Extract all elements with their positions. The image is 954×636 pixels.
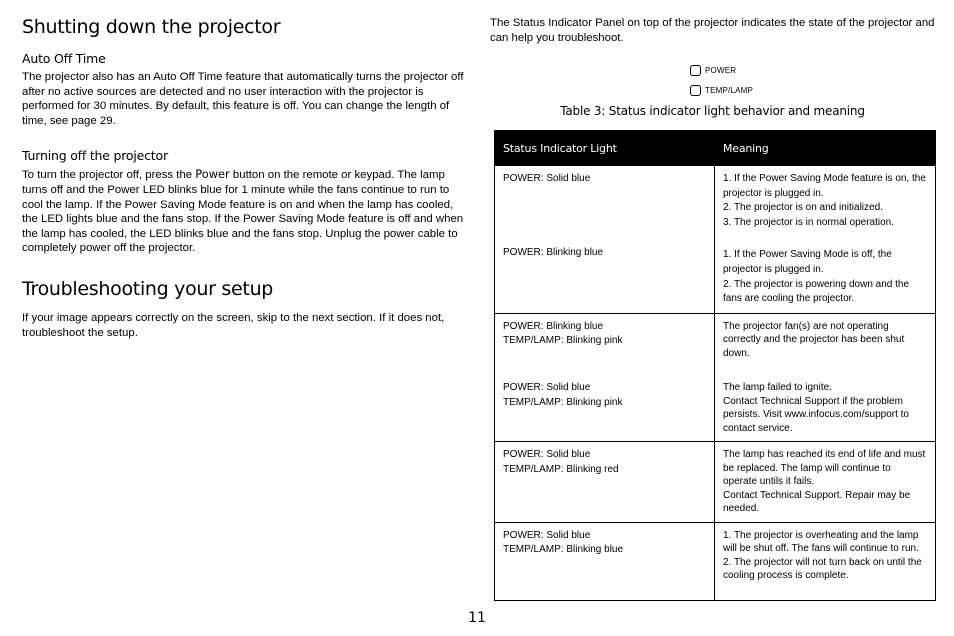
table-row — [495, 166, 936, 314]
temp-lamp-indicator-light-icon — [690, 85, 701, 96]
meaning-text: The lamp has reached its end of life and must be replaced. The lamp will continue to operate untils it fails. Contact Technical Support. Repair may be needed. — [723, 449, 926, 515]
meaning-text: The projector fan(s) are not operating correctly and the projector has been shut down. — [723, 320, 905, 359]
table-header-meaning: Meaning — [715, 131, 936, 166]
meaning-text: 1. If the Power Saving Mode feature is on, the projector is plugged in. 2. The projector is on and initialized. 3. The projector is in normal operation. — [723, 173, 926, 228]
power-button-term: Power — [195, 167, 230, 182]
table-row — [495, 442, 936, 523]
table-cell-light — [495, 166, 715, 314]
page-number: 11 — [468, 610, 486, 626]
turning-off-text-pre: To turn the projector off, press the — [22, 169, 196, 182]
paragraph-troubleshooting: If your image appears correctly on the screen, skip to the next section. If it does not, troubleshoot the setup. — [22, 311, 445, 339]
paragraph-auto-off: The projector also has an Auto Off Time feature that automatically turns the projector off after no active sources are detected and no user interaction with the projector is performed for 30 minutes. By default, this feature is off. You can change the length of time, see page 29. — [22, 71, 464, 127]
table-header-row — [495, 131, 936, 166]
subheading-auto-off: Auto Off Time — [22, 51, 106, 66]
indicator-label-power: POWER — [705, 65, 737, 75]
status-indicator-panel — [690, 60, 935, 100]
light-state: POWER: Solid blue TEMP/LAMP: Blinking red — [503, 449, 619, 475]
table-cell-meaning — [715, 522, 936, 600]
table-row — [495, 313, 936, 442]
light-state: POWER: Solid blue TEMP/LAMP: Blinking blue — [503, 529, 624, 556]
indicator-temp-lamp — [690, 80, 935, 100]
left-column — [22, 14, 464, 340]
indicator-label-temp-lamp: TEMP/LAMP — [705, 85, 754, 95]
table-cell-meaning — [715, 442, 936, 523]
table-cell-light — [495, 313, 715, 442]
light-state: POWER: Solid blue — [503, 173, 591, 184]
table-cell-meaning — [715, 313, 936, 442]
paragraph-turning-off — [22, 167, 464, 256]
paragraph-status-intro: The Status Indicator Panel on top of the projector indicates the state of the projector and can help you troubleshoot. — [490, 17, 935, 44]
meaning-text: 1. If the Power Saving Mode is off, the projector is plugged in. 2. The projector is powering down and the fans are cooling the projector. — [723, 249, 910, 305]
table-cell-meaning — [715, 166, 936, 314]
table-row — [495, 522, 936, 600]
right-column — [490, 16, 935, 582]
table-header-light: Status Indicator Light — [495, 131, 715, 166]
section-title-troubleshooting: Troubleshooting your setup — [22, 277, 274, 300]
light-state: POWER: Blinking blue TEMP/LAMP: Blinking pink — [503, 320, 623, 347]
table-cell-light — [495, 442, 715, 523]
table-caption: Table 3: Status indicator light behavior and meaning — [560, 104, 865, 118]
indicator-power — [690, 60, 935, 80]
meaning-text: The lamp failed to ignite. Contact Technical Support if the problem persists. Visit www.infocus.com/support to contact service. — [723, 382, 909, 434]
light-state: POWER: Solid blue TEMP/LAMP: Blinking pink — [503, 381, 623, 408]
subheading-turning-off: Turning off the projector — [22, 148, 168, 164]
turning-off-text-post: button on the remote or keypad. The lamp turns off and the Power LED blinks blue for 1 minute while the fans continue to run to cool the lamp. If the Power Saving Mode feature is on and when the lamp has cooled, the LED lights blue and the fans stop. If the Power Saving Mode feature is off and when the lamp has cooled, the LED blinks blue and the fans stop. Unplug the power cable to completely power off the projector. — [22, 169, 464, 255]
section-title-shutdown: Shutting down the projector — [22, 16, 281, 38]
status-indicator-table — [494, 130, 936, 601]
light-state: POWER: Blinking blue — [503, 246, 604, 258]
meaning-text: 1. The projector is overheating and the lamp will be shut off. The fans will continue to run. 2. The projector will not turn back on until the cooling process is complete. — [723, 529, 922, 582]
power-indicator-light-icon — [690, 65, 701, 76]
table-cell-light — [495, 522, 715, 600]
